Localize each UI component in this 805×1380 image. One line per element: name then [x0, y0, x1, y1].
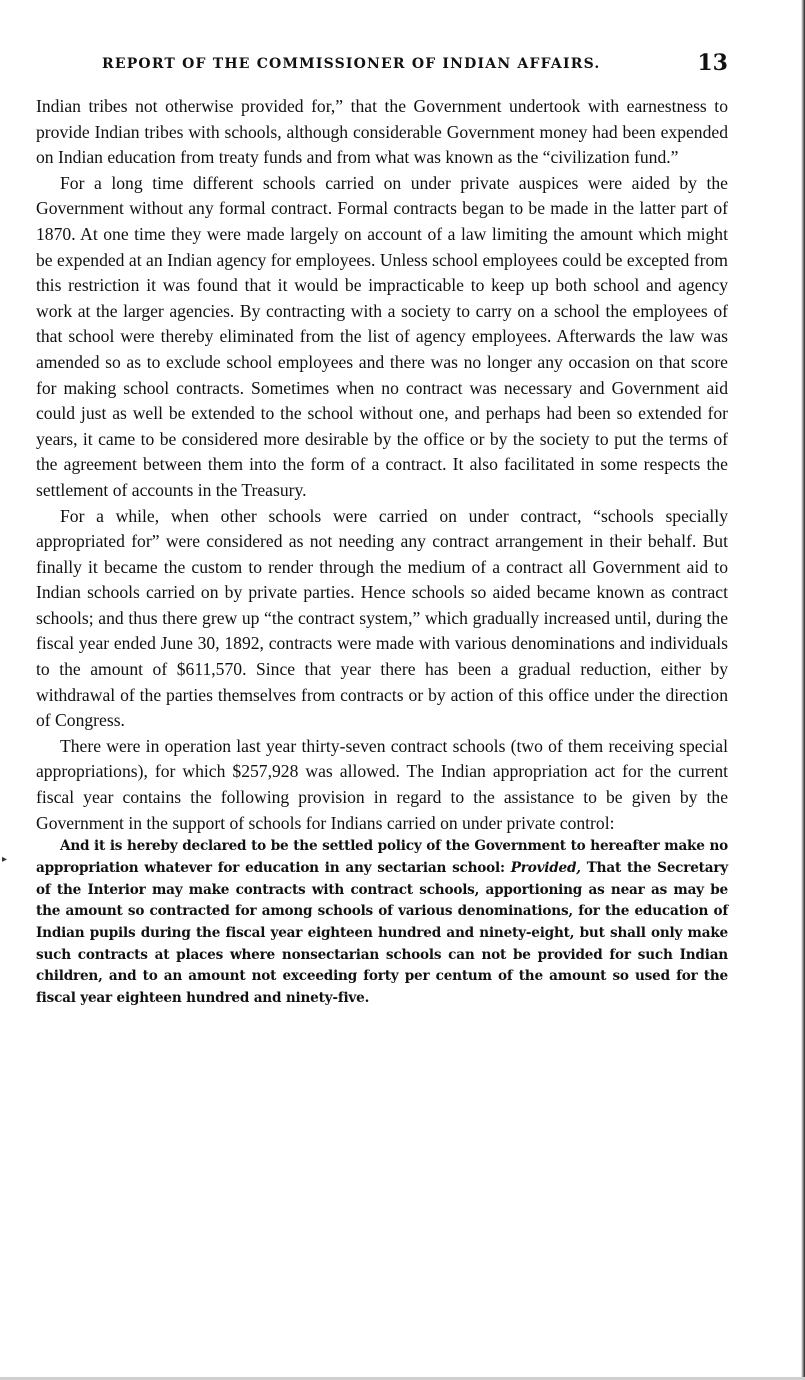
- header-title: REPORT OF THE COMMISSIONER OF INDIAN AFFAIRS.: [102, 56, 601, 72]
- page-edge-right: [801, 0, 805, 1380]
- margin-mark-icon: ▸: [2, 854, 8, 865]
- paragraph-1: Indian tribes not otherwise provided for,” that the Government undertook with earnestness to provide Indian tribes with schools, although considerable Government money had been expended on Indian education from treaty funds and from what was known as the “civilization fund.”: [36, 96, 728, 168]
- page-number: 13: [697, 50, 728, 76]
- body-text: [36, 94, 728, 1010]
- quoted-provision: [36, 836, 728, 1010]
- paragraph-4: There were in operation last year thirty-seven contract schools (two of them receiving special appropriations), for which $257,928 was allowed. The Indian appropriation act for the current fiscal year contains the following provision in regard to the assistance to be given by the Government in the support of schools for Indians carried on under private control:: [36, 735, 728, 833]
- quote-text-before: And it is hereby declared to be the settled policy of the Government to hereafter make no appropriation whatever for education in any sectarian school:: [36, 838, 728, 876]
- quote-text-after: That the Secretary of the Interior may make contracts with contract schools, apportioning as near as may be the amount so contracted for among schools of various denominations, for the education of Indian pupils during the fiscal year eighteen hundred and ninety-eight, but shall only make such contracts at places where nonsectarian schools can not be provided for such Indian children, and to an amount not exceeding forty per centum of the amount so used for the fiscal year eighteen hundred and ninety-five.: [36, 859, 728, 1007]
- quote-italic-provided: Provided,: [510, 859, 581, 876]
- paragraph-3: For a while, when other schools were carried on under contract, “schools specially appropriated for” were considered as not needing any contract arrangement in their behalf. But finally it became the custom to render through the medium of a contract all Government aid to Indian schools carried on by private parties. Hence schools so aided became known as contract schools; and thus there grew up “the contract system,” which gradually increased until, during the fiscal year ended June 30, 1892, contracts were made with various denominations and individuals to the amount of $611,570. Since that year there has been a gradual reduction, either by withdrawal of the parties themselves from contracts or by action of this office under the direction of Congress.: [36, 505, 728, 731]
- paragraph-2: For a long time different schools carried on under private auspices were aided by the Government without any formal contract. Formal contracts began to be made in the latter part of 1870. At one time they were made largely on account of a law limiting the amount which might be expended at an Indian agency for employees. Unless school employees could be excepted from this restriction it was found that it would be impracticable to keep up both school and agency work at the larger agencies. By contracting with a society to carry on a school the employees of that school were thereby eliminated from the list of agency employees. Afterwards the law was amended so as to exclude school employees and there was no longer any occasion on that score for making school contracts. Sometimes when no contract was necessary and Government aid could just as well be extended to the school without one, and perhaps had been so extended for years, it came to be considered more desirable by the office or by the society to put the terms of the agreement between them into the form of a contract. It also facilitated in some respects the settlement of accounts in the Treasury.: [36, 172, 728, 500]
- running-header: [102, 50, 728, 80]
